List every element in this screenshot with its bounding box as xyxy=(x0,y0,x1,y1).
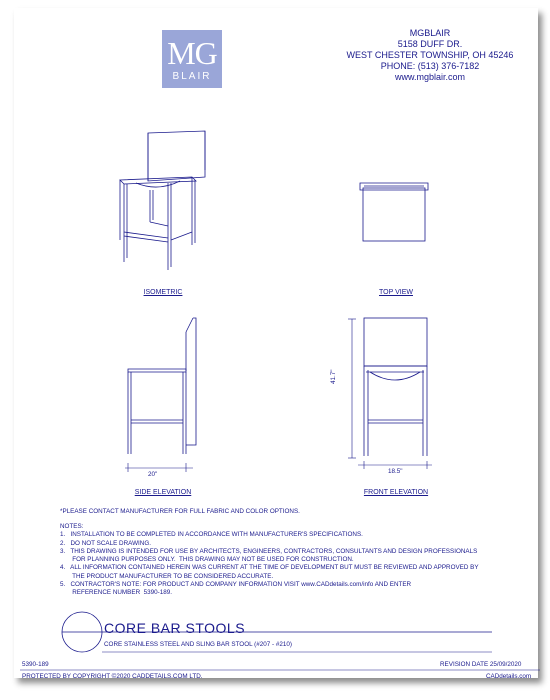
notes-heading: NOTES: xyxy=(60,523,84,530)
note-line: 2. DO NOT SCALE DRAWING. xyxy=(60,539,151,547)
note-line: THE PRODUCT MANUFACTURER TO BE CONSIDERED ACCURATE. xyxy=(60,572,274,580)
front-elevation-drawing xyxy=(348,318,432,469)
logo-mg-text: MG xyxy=(167,35,217,71)
note-line: 3. THIS DRAWING IS INTENDED FOR USE BY ARCHITECTS, ENGINEERS, CONTRACTORS, CONSULTANTS AND DESIGN PROFESSIONALS xyxy=(60,547,478,555)
front-width-dimension: 18.5" xyxy=(388,468,403,475)
company-city: WEST CHESTER TOWNSHIP, OH 45246 xyxy=(346,50,514,60)
side-elevation-drawing xyxy=(125,318,196,472)
reference-number: 5390-189 xyxy=(22,661,49,668)
isometric-drawing xyxy=(120,131,205,270)
company-website[interactable]: www.mgblair.com xyxy=(394,72,466,82)
note-line: 5. CONTRACTOR'S NOTE: FOR PRODUCT AND COMPANY INFORMATION VISIT www.CADdetails.com/info AND ENTER xyxy=(60,581,412,589)
company-name: MGBLAIR xyxy=(409,28,451,38)
note-line: FOR PLANNING PURPOSES ONLY. THIS DRAWING MAY NOT BE USED FOR CONSTRUCTION. xyxy=(60,556,354,564)
note-line: 4. ALL INFORMATION CONTAINED HEREIN WAS CURRENT AT THE TIME OF DEVELOPMENT BUT MUST BE REVIEWED AND APPROVED BY xyxy=(60,564,479,572)
drawing-subtitle: CORE STAINLESS STEEL AND SLING BAR STOOL (#207 - #210) xyxy=(104,641,292,648)
top-view-drawing xyxy=(360,183,428,241)
side-elevation-caption: SIDE ELEVATION xyxy=(134,489,192,496)
copyright-notice: PROTECTED BY COPYRIGHT ©2020 CADDETAILS.COM LTD. xyxy=(22,673,203,680)
note-line: 1. INSTALLATION TO BE COMPLETED IN ACCORDANCE WITH MANUFACTURER'S SPECIFICATIONS. xyxy=(60,531,363,539)
front-height-dimension: 41.7" xyxy=(330,369,337,384)
side-width-dimension: 20" xyxy=(148,471,158,478)
company-street: 5158 DUFF DR. xyxy=(397,39,463,49)
note-line: REFERENCE NUMBER 5390-189. xyxy=(60,589,172,597)
notes-section xyxy=(60,523,530,598)
top-view-caption: TOP VIEW xyxy=(379,289,413,296)
front-elevation-caption: FRONT ELEVATION xyxy=(363,489,429,496)
revision-date: REVISION DATE 25/09/2020 xyxy=(440,661,522,668)
logo-blair-text: BLAIR xyxy=(172,71,212,82)
drawing-title: CORE BAR STOOLS xyxy=(104,620,246,636)
contact-manufacturer-note: *PLEASE CONTACT MANUFACTURER FOR FULL FABRIC AND COLOR OPTIONS. xyxy=(60,508,300,515)
company-phone: PHONE: (513) 376-7182 xyxy=(380,61,480,71)
caddetails-link[interactable]: CADdetails.com xyxy=(486,673,532,680)
isometric-caption: ISOMETRIC xyxy=(143,289,183,296)
